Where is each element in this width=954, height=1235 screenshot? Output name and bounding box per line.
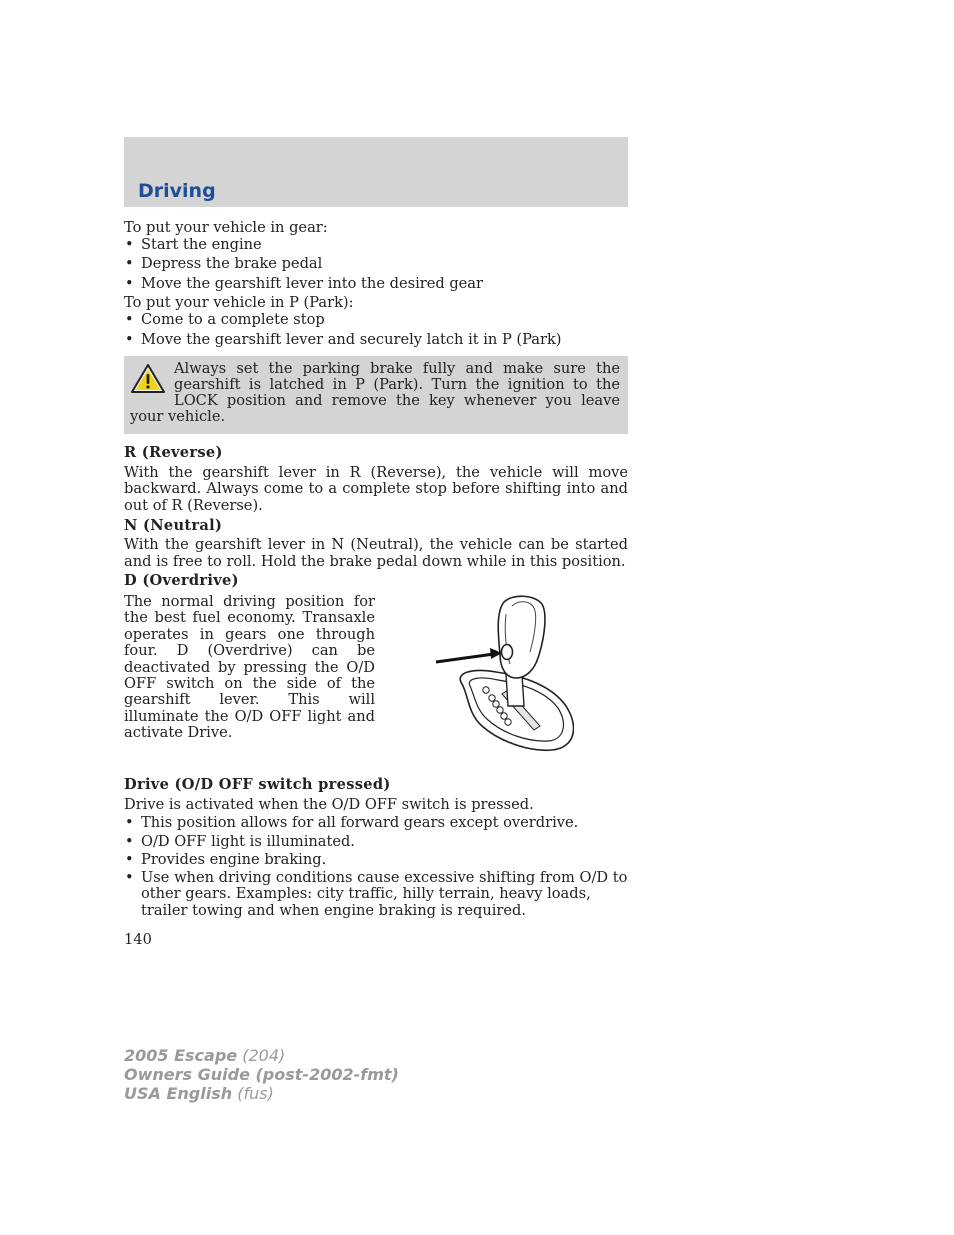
warning-text: Always set the parking brake fully and make sure the gearshift is latched in P (Park). Turn the ignition to the LOCK position and remove the key whenever you leave your vehicle. <box>130 360 620 426</box>
footer-line-guide: Owners Guide (post-2002-fmt) <box>124 1065 399 1084</box>
section-title: Driving <box>138 180 216 202</box>
gearshift-lever-illustration <box>434 594 574 752</box>
page-content <box>124 220 628 948</box>
neutral-heading: N (Neutral) <box>124 516 223 534</box>
list-item: • Provides engine braking. <box>124 852 628 869</box>
overdrive-text: The normal driving position for the best fuel economy. Transaxle operates in gears one through four. D (Overdrive) can be deactivated by pressing the O/D OFF switch on the side of the gearshift lever. This will illuminate the O/D OFF light and activate Drive. <box>124 592 375 742</box>
gear-steps-list <box>124 237 628 293</box>
page-number: 140 <box>124 930 152 948</box>
list-item: • O/D OFF light is illuminated. <box>124 834 628 851</box>
list-item: • This position allows for all forward gears except overdrive. <box>124 815 628 832</box>
drive-od-off-list <box>124 815 628 920</box>
park-intro: To put your vehicle in P (Park): <box>124 294 354 312</box>
footer-line-model: 2005 Escape (204) <box>124 1046 286 1065</box>
park-steps-list <box>124 312 628 348</box>
overdrive-block <box>124 594 628 774</box>
list-item: • Come to a complete stop <box>124 312 628 329</box>
neutral-text: With the gearshift lever in N (Neutral), the vehicle can be started and is free to roll. Hold the brake pedal down while in this position. <box>124 536 628 570</box>
gear-intro: To put your vehicle in gear: <box>124 219 328 236</box>
drive-od-off-heading: Drive (O/D OFF switch pressed) <box>124 775 391 793</box>
footer-document-info <box>124 1046 399 1103</box>
reverse-text: With the gearshift lever in R (Reverse), the vehicle will move backward. Always come to a complete stop before shifting into and out of R (Reverse). <box>124 463 628 514</box>
list-item: • Move the gearshift lever and securely latch it in P (Park) <box>124 332 628 349</box>
warning-triangle-icon <box>130 363 166 395</box>
overdrive-heading: D (Overdrive) <box>124 572 239 590</box>
warning-box <box>124 356 628 434</box>
drive-od-off-intro: Drive is activated when the O/D OFF switch is pressed. <box>124 795 534 813</box>
list-item: • Use when driving conditions cause excessive shifting from O/D to other gears. Examples: city traffic, hilly terrain, heavy loads, trailer towing and when engine braking is required. <box>124 870 628 920</box>
section-header-band <box>124 137 628 207</box>
list-item: • Move the gearshift lever into the desired gear <box>124 276 628 293</box>
reverse-heading: R (Reverse) <box>124 444 223 462</box>
list-item: • Start the engine <box>124 237 628 254</box>
list-item: • Depress the brake pedal <box>124 256 628 273</box>
footer-line-language: USA English (fus) <box>124 1084 274 1103</box>
